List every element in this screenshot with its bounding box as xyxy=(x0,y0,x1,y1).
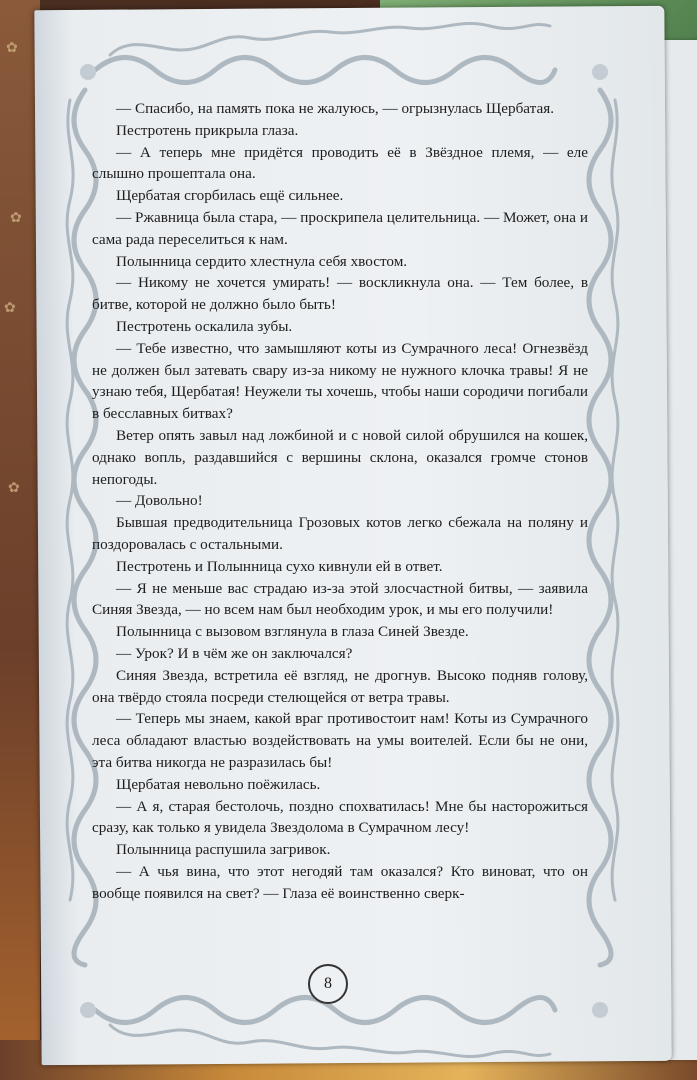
paragraph: Бывшая предводительница Грозовых котов легко сбежала на поляну и поздоровалась с остальными. xyxy=(92,514,588,553)
page-number: 8 xyxy=(308,964,348,1004)
paw-icon: ✿ xyxy=(6,41,18,56)
paragraph: — А чья вина, что этот негодяй там оказался? Кто виноват, что он вообще появился на свет? — Глаза её воинственно сверк- xyxy=(92,862,588,902)
paragraph: — Я не меньше вас страдаю из-за этой злосчастной битвы, — заявила Синяя Звезда, — но всем нам был необходим урок, и мы его получили! xyxy=(92,579,588,619)
page-text xyxy=(92,98,588,904)
paragraph: Пестротень прикрыла глаза. xyxy=(116,121,299,139)
paragraph: — А теперь мне придётся проводить её в Звёздное племя, — еле слышно прошептала она. xyxy=(92,143,588,183)
paragraph: Щербатая сгорбилась ещё сильнее. xyxy=(116,187,344,205)
paragraph: — Довольно! xyxy=(116,492,203,510)
paw-icon: ✿ xyxy=(4,301,16,316)
paragraph: Синяя Звезда, встретила её взгляд, не дрогнув. Высоко подняв голову, она твёрдо стояла посреди стелющейся от ветра травы. xyxy=(92,666,588,706)
paragraph: — Ржавница была стара, — проскрипела целительница. — Может, она и сама рада переселиться к нам. xyxy=(92,208,588,248)
paragraph: — Урок? И в чём же он заключался? xyxy=(116,644,353,662)
paw-icon: ✿ xyxy=(8,481,20,496)
paragraph: Полынница с вызовом взглянула в глаза Синей Звезде. xyxy=(116,623,469,641)
paragraph: — Тебе известно, что замышляют коты из Сумрачного леса! Огнезвёзд не должен был затевать свару из-за никому не нужного клочка травы! Я не узнаю тебя, Щербатая! Неужели ты хочешь, чтобы наши сородичи погибали в бесславных битвах? xyxy=(92,339,588,423)
paragraph: — Никому не хочется умирать! — воскликнула она. — Тем более, в битве, которой не должно было быть! xyxy=(92,274,588,314)
paragraph: Полынница распушила загривок. xyxy=(116,841,331,859)
paragraph: Пестротень оскалила зубы. xyxy=(116,317,293,335)
paragraph: Пестротень и Полынница сухо кивнули ей в ответ. xyxy=(116,557,443,575)
paragraph: — Теперь мы знаем, какой враг противостоит нам! Коты из Сумрачного леса обладают властью воздействовать на умы воителей. Если бы не они, эта битва никогда не разразилась бы! xyxy=(92,710,588,771)
paragraph: Щербатая невольно поёжилась. xyxy=(116,775,321,793)
paragraph: — Спасибо, на память пока не жалуюсь, — огрызнулась Щербатая. xyxy=(116,100,554,117)
paragraph: Полынница сердито хлестнула себя хвостом. xyxy=(116,252,408,270)
paragraph: Ветер опять завыл над ложбиной и с новой силой обрушился на кошек, однако вопль, раздавшийся с вершины склона, оказался громче стонов непогоды. xyxy=(92,426,588,488)
paragraph: — А я, старая бестолочь, поздно спохватилась! Мне бы насторожиться сразу, как только я увидела Звездолома в Сумрачном лесу! xyxy=(92,797,588,837)
paw-icon: ✿ xyxy=(10,211,22,226)
